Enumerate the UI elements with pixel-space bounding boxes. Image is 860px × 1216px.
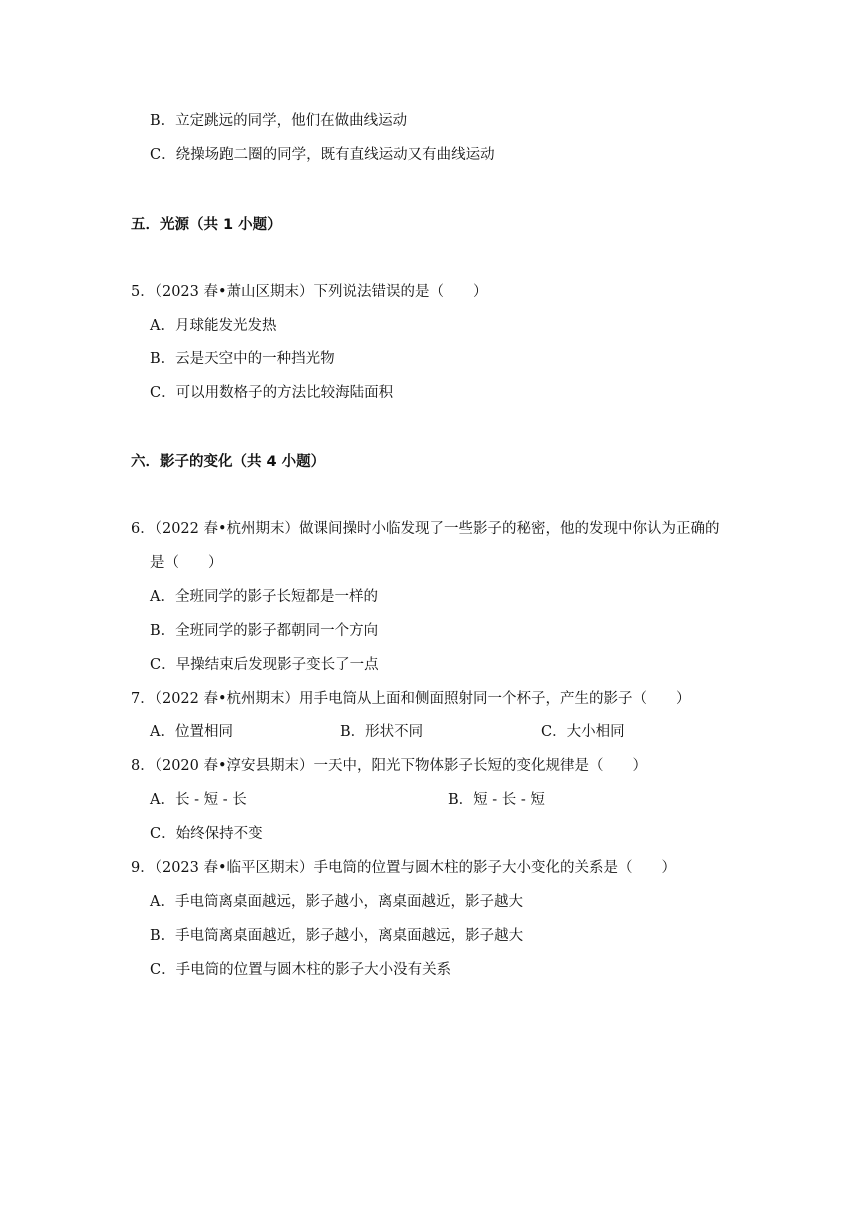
q7-stem: 7．（2022 春•杭州期末）用手电筒从上面和侧面照射同一个杯子，产生的影子（ ） (131, 691, 691, 707)
q7-option-b: B．形状不同 (340, 724, 424, 740)
q8-stem: 8．（2020 春•淳安县期末）一天中，阳光下物体影子长短的变化规律是（ ） (131, 758, 648, 774)
q8-option-a: A．长 - 短 - 长 (150, 792, 247, 808)
q5-option-b: B．云是天空中的一种挡光物 (150, 351, 335, 367)
q5-option-a: A．月球能发光发热 (150, 318, 277, 334)
q6-stem-line2: 是（ ） (150, 555, 223, 571)
q6-option-b: B．全班同学的影子都朝同一个方向 (150, 623, 379, 639)
q9-option-a: A．手电筒离桌面越远，影子越小，离桌面越近，影子越大 (150, 894, 523, 910)
q6-stem-line1: 6．（2022 春•杭州期末）做课间操时小临发现了一些影子的秘密，他的发现中你认为正确的 (131, 521, 720, 537)
q7-option-c: C．大小相同 (541, 724, 625, 740)
q9-option-c: C．手电筒的位置与圆木柱的影子大小没有关系 (150, 962, 452, 978)
q9-option-b: B．手电筒离桌面越近，影子越小，离桌面越远，影子越大 (150, 928, 524, 944)
q5-option-c: C．可以用数格子的方法比较海陆面积 (150, 385, 394, 401)
section6-heading: 六．影子的变化（共 4 小题） (131, 454, 326, 470)
q6-option-c: C．早操结束后发现影子变长了一点 (150, 657, 379, 673)
q6-option-a: A．全班同学的影子长短都是一样的 (150, 589, 378, 605)
prev-option-c: C．绕操场跑二圈的同学，既有直线运动又有曲线运动 (150, 147, 495, 163)
q5-stem: 5．（2023 春•萧山区期末）下列说法错误的是（ ） (131, 284, 488, 300)
section5-heading: 五．光源（共 1 小题） (131, 217, 282, 233)
q9-stem: 9．（2023 春•临平区期末）手电筒的位置与圆木柱的影子大小变化的关系是（ ） (131, 860, 677, 876)
q8-option-c: C．始终保持不变 (150, 826, 263, 842)
q8-option-b: B．短 - 长 - 短 (448, 792, 545, 808)
prev-option-b: B．立定跳远的同学，他们在做曲线运动 (150, 113, 408, 129)
q7-option-a: A．位置相同 (150, 724, 233, 740)
